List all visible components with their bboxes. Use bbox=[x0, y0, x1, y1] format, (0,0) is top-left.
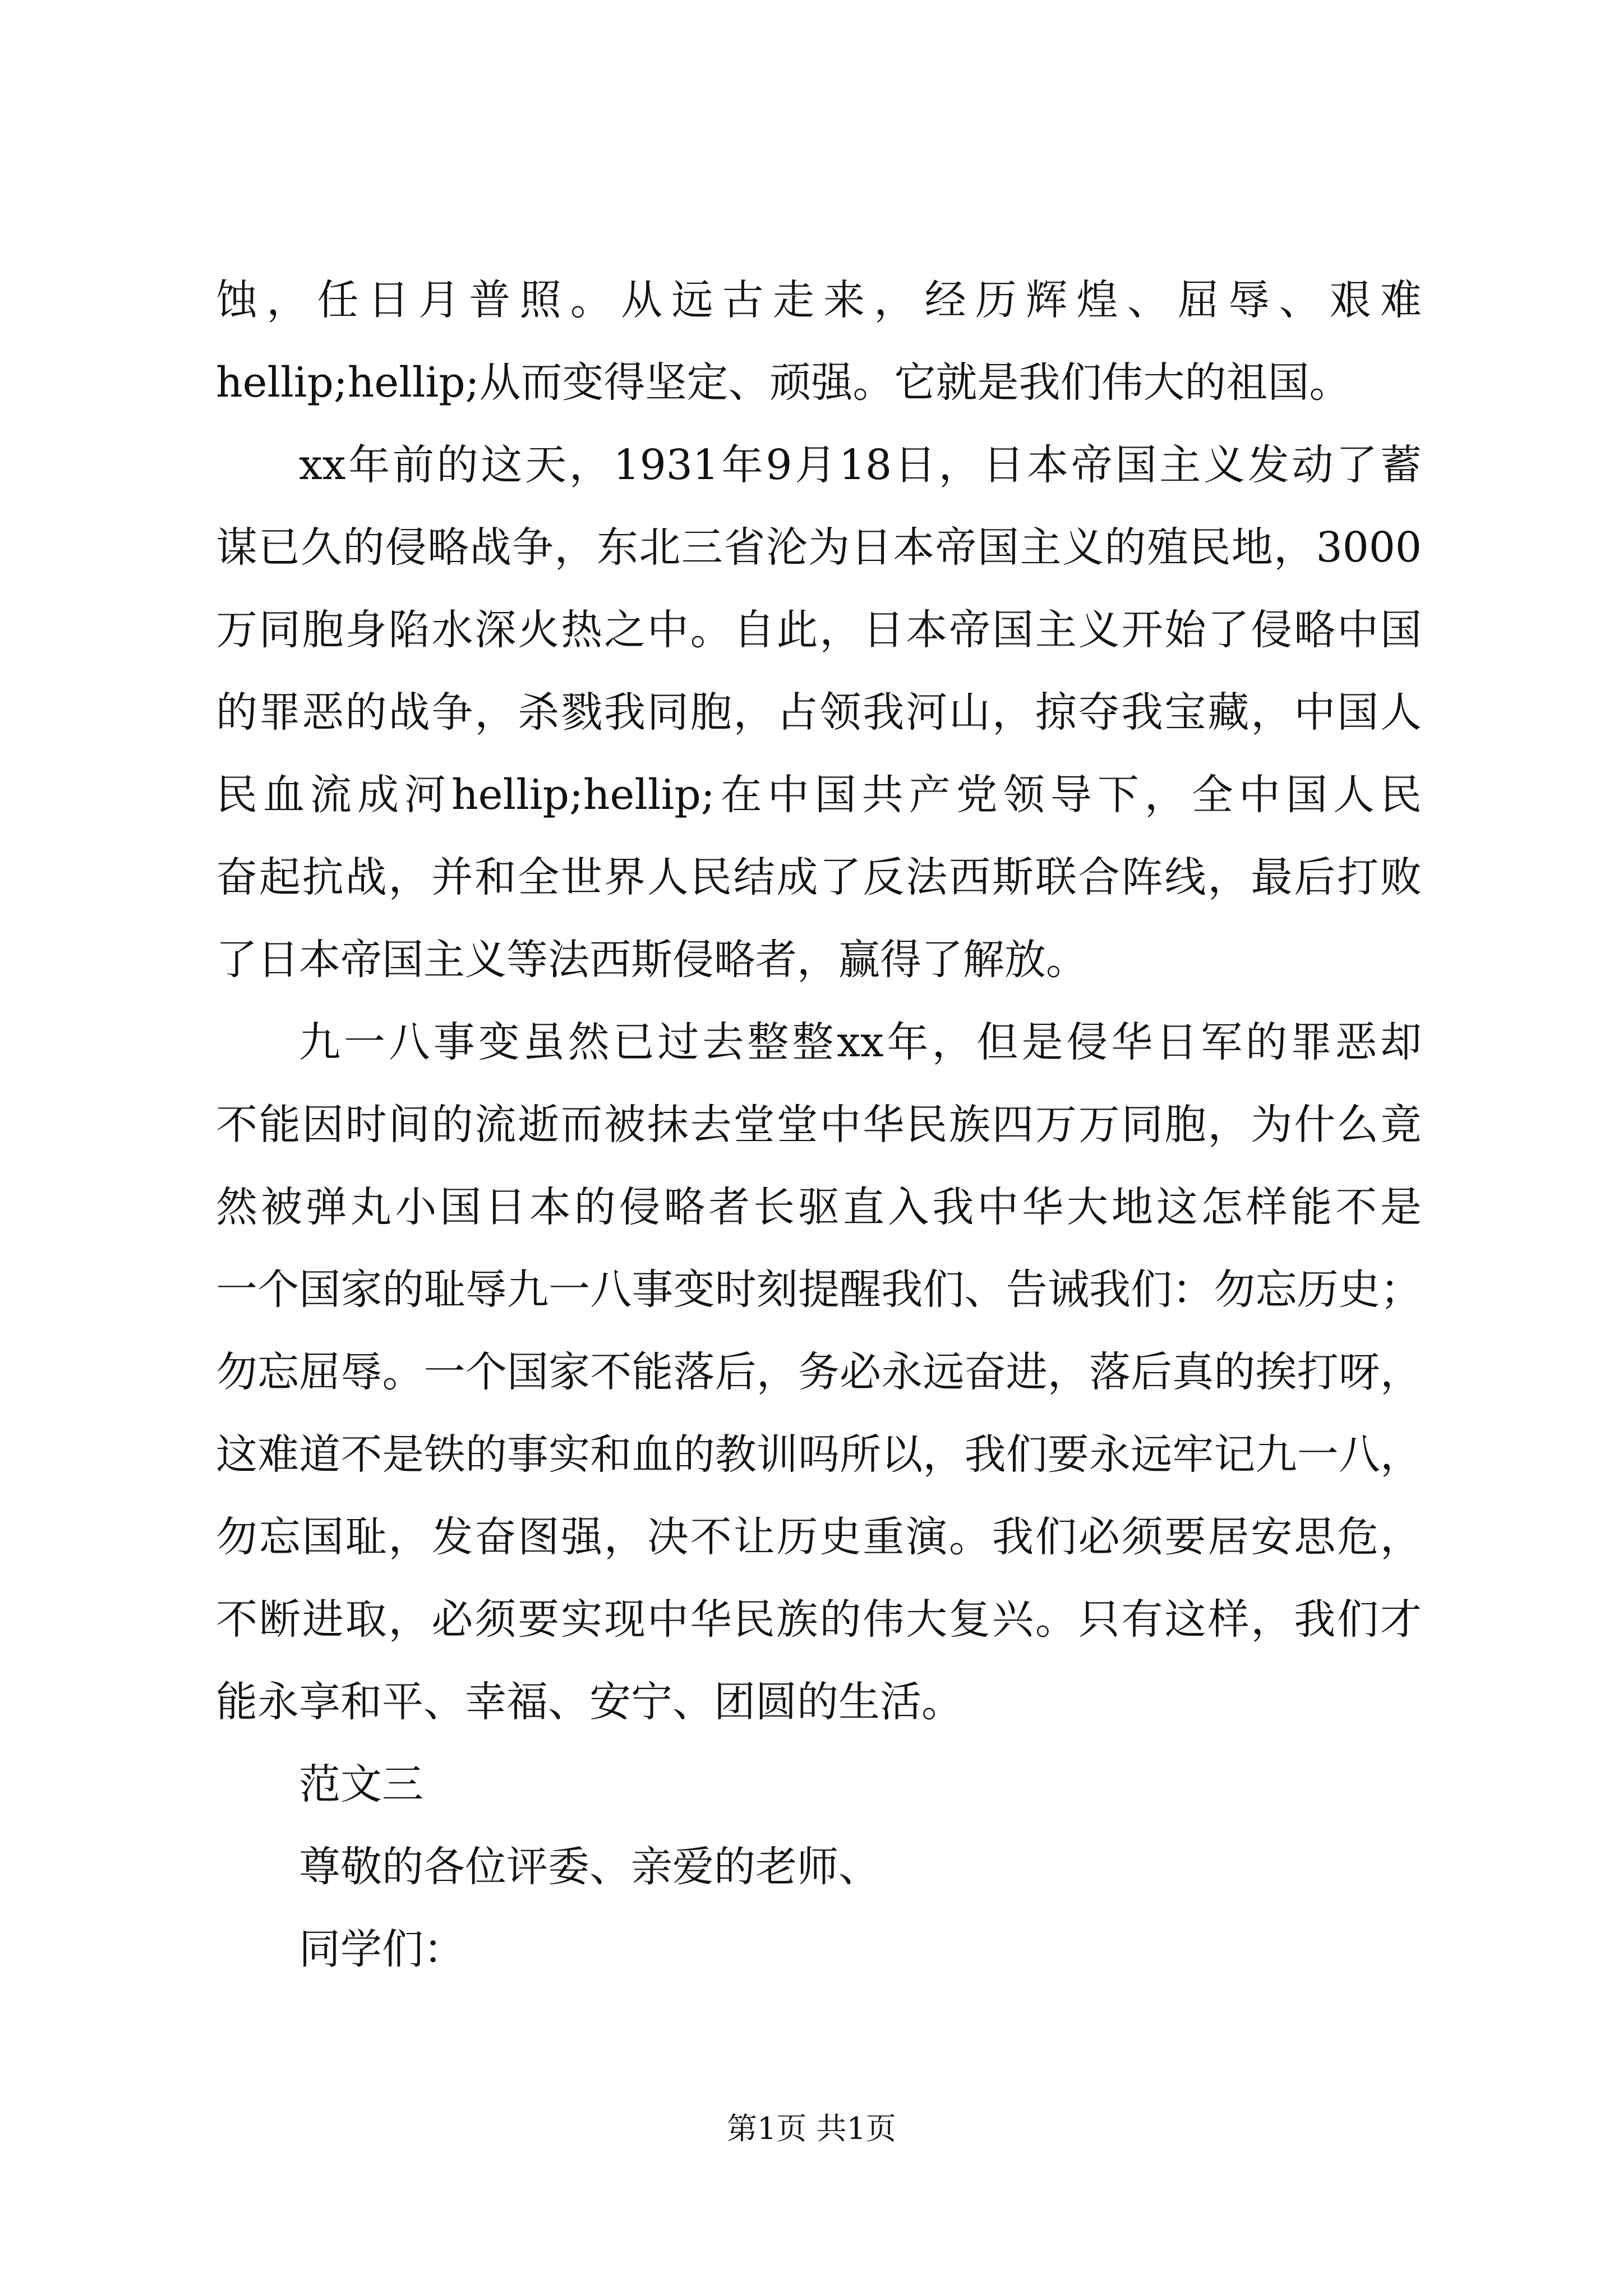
text-line: hellip;hellip;从而变得坚定、顽强。它就是我们伟大的祖国。 bbox=[216, 358, 1351, 407]
text-line: 能永享和平、幸福、安宁、团圆的生活。 bbox=[216, 1678, 963, 1726]
text-line: 不断进取，必须要实现中华民族的伟大复兴。只有这样，我们才 bbox=[216, 1595, 1422, 1644]
page-number: 第1页 共1页 bbox=[727, 2111, 896, 2146]
text-line: 不能因时间的流逝而被抹去堂堂中华民族四万万同胞，为什么竟 bbox=[216, 1101, 1422, 1149]
text-line: 了日本帝国主义等法西斯侵略者，赢得了解放。 bbox=[216, 936, 1087, 984]
salutation-line: 同学们： bbox=[299, 1925, 465, 1973]
section-heading: 范文三 bbox=[299, 1760, 423, 1809]
salutation-line: 尊敬的各位评委、亲爱的老师、 bbox=[299, 1843, 880, 1891]
text-line: 蚀，任日月普照。从远古走来，经历辉煌、屈辱、艰难 bbox=[216, 276, 1422, 324]
text-line: 万同胞身陷水深火热之中。自此，日本帝国主义开始了侵略中国 bbox=[216, 606, 1422, 654]
text-line: 然被弹丸小国日本的侵略者长驱直入我中华大地这怎样能不是 bbox=[216, 1183, 1422, 1231]
text-line: 勿忘国耻，发奋图强，决不让历史重演。我们必须要居安思危， bbox=[216, 1513, 1422, 1561]
document-body bbox=[216, 259, 1422, 1991]
text-line: 奋起抗战，并和全世界人民结成了反法西斯联合阵线，最后打败 bbox=[216, 853, 1422, 901]
text-line: xx年前的这天，1931年9月18日，日本帝国主义发动了蓄 bbox=[299, 441, 1422, 489]
text-line: 九一八事变虽然已过去整整xx年，但是侵华日军的罪恶却 bbox=[299, 1018, 1422, 1066]
page-footer bbox=[0, 2106, 1623, 2151]
text-line: 这难道不是铁的事实和血的教训吗所以，我们要永远牢记九一八， bbox=[216, 1430, 1422, 1479]
text-line: 谋已久的侵略战争，东北三省沦为日本帝国主义的殖民地，3000 bbox=[216, 523, 1422, 572]
text-line: 一个国家的耻辱九一八事变时刻提醒我们、告诫我们：勿忘历史； bbox=[216, 1266, 1422, 1314]
text-line: 勿忘屈辱。一个国家不能落后，务必永远奋进，落后真的挨打呀， bbox=[216, 1348, 1422, 1396]
text-line: 民血流成河hellip;hellip;在中国共产党领导下，全中国人民 bbox=[216, 771, 1422, 819]
text-line: 的罪恶的战争，杀戮我同胞，占领我河山，掠夺我宝藏，中国人 bbox=[216, 688, 1422, 737]
